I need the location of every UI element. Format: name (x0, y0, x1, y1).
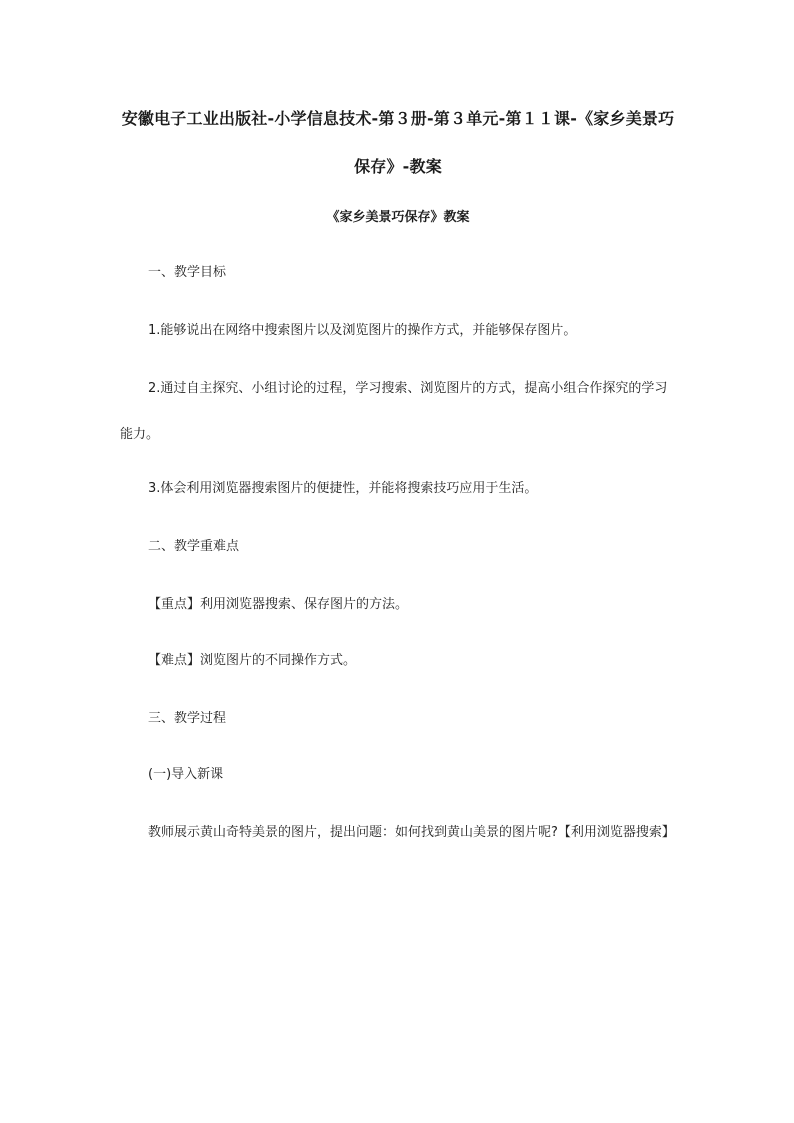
difficult-point: 【难点】浏览图片的不同操作方式。 (148, 653, 357, 668)
process-heading: 三、教学过程 (148, 711, 227, 726)
intro-text: 教师展示黄山奇特美景的图片，提出问题：如何找到黄山美景的图片呢?【利用浏览器搜索】 (148, 825, 675, 840)
objective-1: 1.能够说出在网络中搜索图片以及浏览图片的操作方式，并能够保存图片。 (148, 323, 577, 338)
key-points-heading: 二、教学重难点 (148, 539, 240, 554)
objective-3: 3.体会利用浏览器搜索图片的便捷性，并能将搜索技巧应用于生活。 (148, 481, 538, 496)
document-subtitle: 《家乡美景巧保存》教案 (326, 210, 470, 225)
document-title: 安徽电子工业出版社-小学信息技术-第３册-第３单元-第１１课-《家乡美景巧保存》-教案 (121, 109, 675, 176)
objective-2: 2.通过自主探究、小组讨论的过程，学习搜索、浏览图片的方式，提高小组合作探究的学习能力。 (120, 381, 668, 442)
key-point: 【重点】利用浏览器搜索、保存图片的方法。 (148, 597, 409, 612)
intro-heading: (一)导入新课 (148, 767, 224, 782)
objectives-heading: 一、教学目标 (148, 265, 227, 280)
